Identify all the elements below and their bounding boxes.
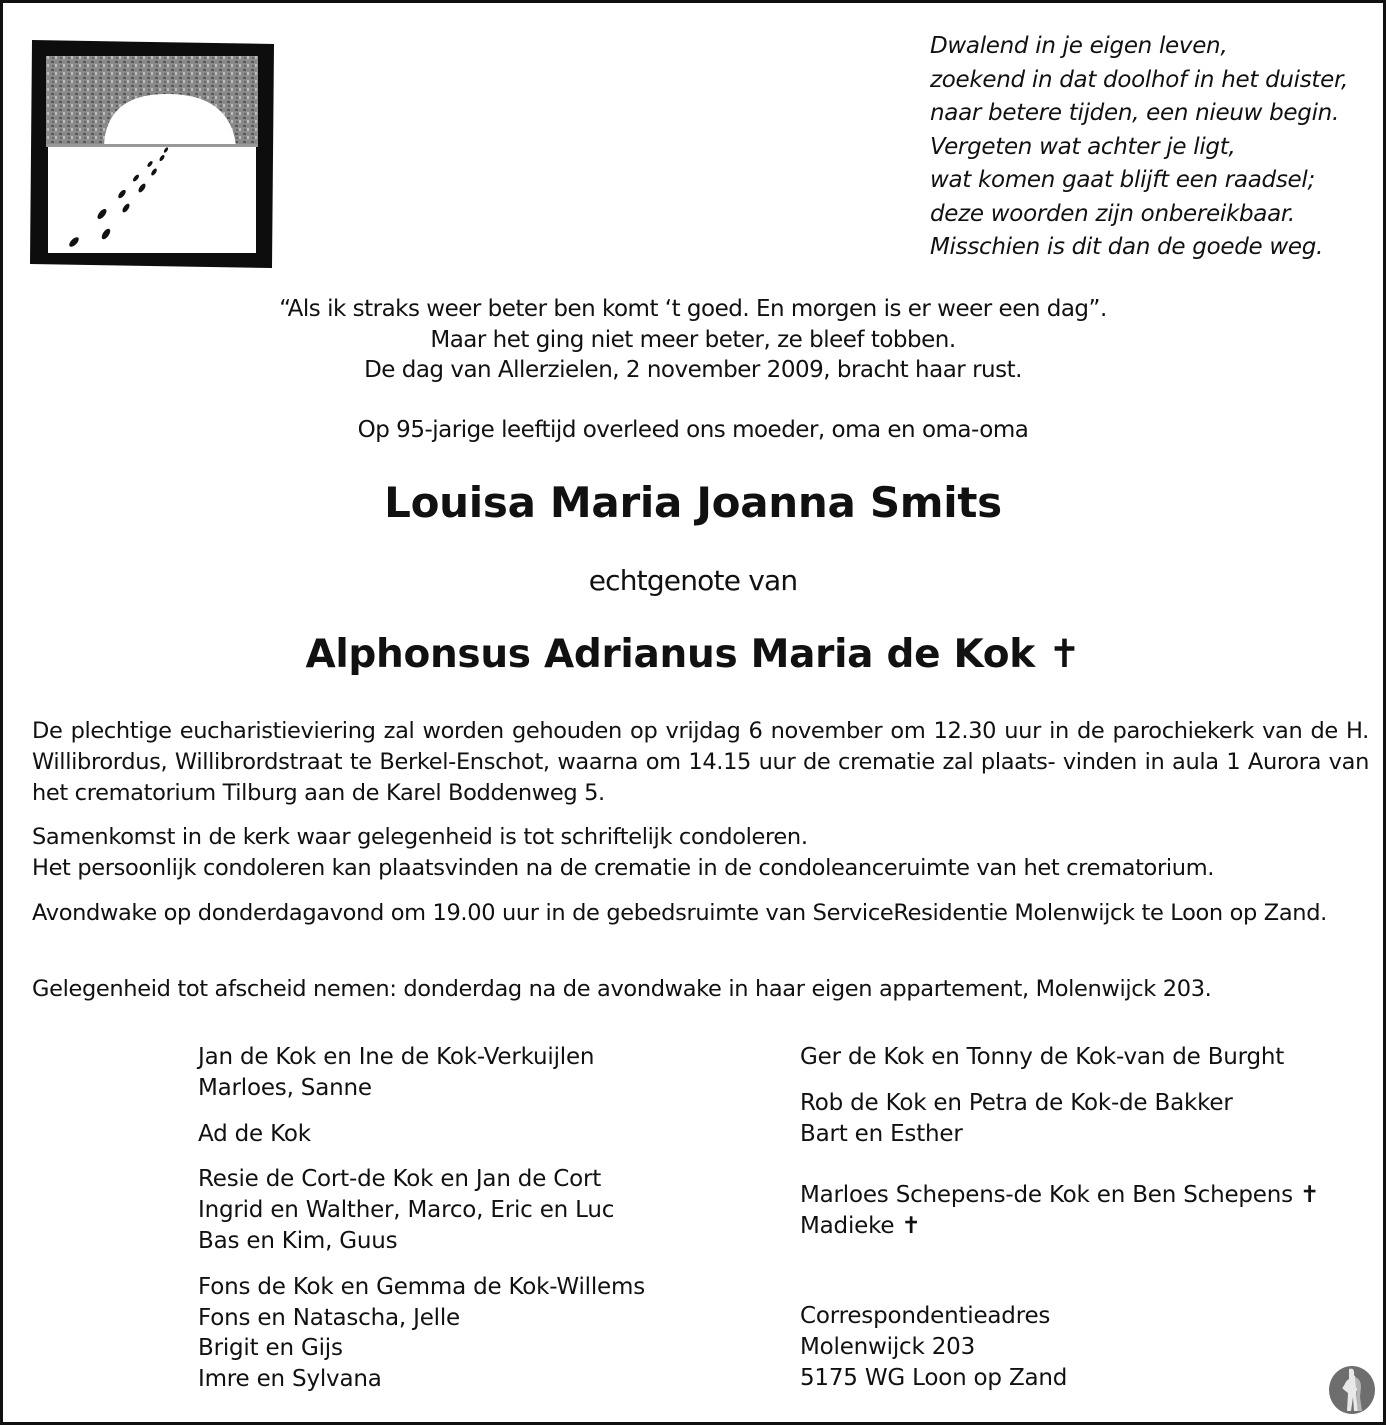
vigil-details: Avondwake op donderdagavond om 19.00 uur in de gebedsruimte van ServiceResidentie Molenwijck te Loon op Zand. bbox=[32, 900, 1327, 926]
deceased-name: Louisa Maria Joanna Smits bbox=[384, 478, 1002, 527]
family-line: Imre en Sylvana bbox=[198, 1366, 382, 1393]
service-details: De plechtige eucharistieviering zal worden gehouden op vrijdag 6 november om 12.30 uur in de parochiekerk van de H. Willibrordus, Willibrordstraat te Berkel-Enschot, waarna om 14.15 uur de crematie zal plaats- vinden in aula 1 Aurora van het crematorium Tilburg aan de Karel Boddenweg 5. bbox=[32, 718, 1369, 806]
family-line: Fons en Natascha, Jelle bbox=[198, 1304, 460, 1331]
family-line: Madieke bbox=[800, 1213, 895, 1240]
spouse-label: echtgenote van bbox=[588, 564, 798, 597]
family-group bbox=[198, 1272, 645, 1395]
family-line: Bas en Kim, Guus bbox=[198, 1227, 398, 1254]
family-line: Fons de Kok en Gemma de Kok-Willems bbox=[198, 1273, 645, 1300]
poem-line: deze woorden zijn onbereikbaar. bbox=[930, 200, 1295, 227]
family-line: Brigit en Gijs bbox=[198, 1335, 343, 1362]
family-group bbox=[800, 1088, 1319, 1150]
family-line: Ingrid en Walther, Marco, Eric en Luc bbox=[198, 1197, 615, 1224]
family-line: Rob de Kok en Petra de Kok-de Bakker bbox=[800, 1089, 1233, 1116]
correspondence-city: 5175 WG Loon op Zand bbox=[800, 1364, 1068, 1391]
poem-line: Vergeten wat achter je ligt, bbox=[930, 133, 1236, 160]
cross-icon: ✝ bbox=[1048, 632, 1081, 677]
condolence-details bbox=[32, 822, 1369, 884]
family-line: Bart en Esther bbox=[800, 1120, 963, 1147]
condolence-line: Samenkomst in de kerk waar gelegenheid is tot schriftelijk condoleren. bbox=[32, 824, 808, 850]
correspondence-address bbox=[800, 1301, 1319, 1393]
arch-footprints-illustration-icon bbox=[26, 36, 278, 270]
correspondence-street: Molenwijck 203 bbox=[800, 1333, 976, 1360]
family-group bbox=[198, 1164, 645, 1256]
family-group bbox=[198, 1119, 645, 1150]
poem bbox=[930, 30, 1348, 265]
family-list-left bbox=[198, 1042, 645, 1410]
quote bbox=[0, 294, 1386, 386]
embracing-figures-logo-icon bbox=[1327, 1363, 1377, 1415]
poem-line: zoekend in dat doolhof in het duister, bbox=[930, 66, 1349, 93]
poem-line: Misschien is dit dan de goede weg. bbox=[930, 234, 1324, 260]
spouse-name: Alphonsus Adrianus Maria de Kok bbox=[305, 632, 1035, 677]
family-line: Marloes Schepens-de Kok en Ben Schepens bbox=[800, 1182, 1293, 1209]
quote-line: De dag van Allerzielen, 2 november 2009, bracht haar rust. bbox=[364, 357, 1022, 383]
family-list-right bbox=[800, 1042, 1319, 1393]
family-line: Ger de Kok en Tonny de Kok-van de Burght bbox=[800, 1044, 1285, 1070]
poem-line: naar betere tijden, een nieuw begin. bbox=[930, 100, 1339, 126]
family-group bbox=[198, 1042, 645, 1104]
spouse-name-line bbox=[0, 632, 1386, 677]
family-line: Jan de Kok en Ine de Kok-Verkuijlen bbox=[198, 1044, 595, 1070]
family-group bbox=[800, 1042, 1319, 1073]
cross-icon: ✝ bbox=[901, 1213, 921, 1240]
family-line-wrap bbox=[800, 1211, 1319, 1242]
family-line: Marloes, Sanne bbox=[198, 1074, 372, 1101]
quote-line: Maar het ging niet meer beter, ze bleef tobben. bbox=[430, 326, 956, 353]
cross-icon: ✝ bbox=[1300, 1182, 1320, 1209]
family-line-wrap bbox=[800, 1180, 1319, 1211]
announcement-intro: Op 95-jarige leeftijd overleed ons moeder, oma en oma-oma bbox=[357, 417, 1029, 443]
quote-line: “Als ik straks weer beter ben komt ‘t goed. En morgen is er weer een dag”. bbox=[279, 296, 1107, 322]
condolence-line: Het persoonlijk condoleren kan plaatsvinden na de crematie in de condoleanceruimte van het crematorium. bbox=[32, 855, 1215, 881]
family-line: Ad de Kok bbox=[198, 1120, 311, 1147]
family-group bbox=[800, 1180, 1319, 1242]
poem-line: wat komen gaat blijft een raadsel; bbox=[930, 167, 1315, 193]
correspondence-label: Correspondentieadres bbox=[800, 1302, 1051, 1329]
farewell-details: Gelegenheid tot afscheid nemen: donderdag na de avondwake in haar eigen appartement, Molenwijck 203. bbox=[32, 976, 1212, 1002]
family-line: Resie de Cort-de Kok en Jan de Cort bbox=[198, 1166, 602, 1193]
poem-line: Dwalend in je eigen leven, bbox=[930, 33, 1228, 59]
